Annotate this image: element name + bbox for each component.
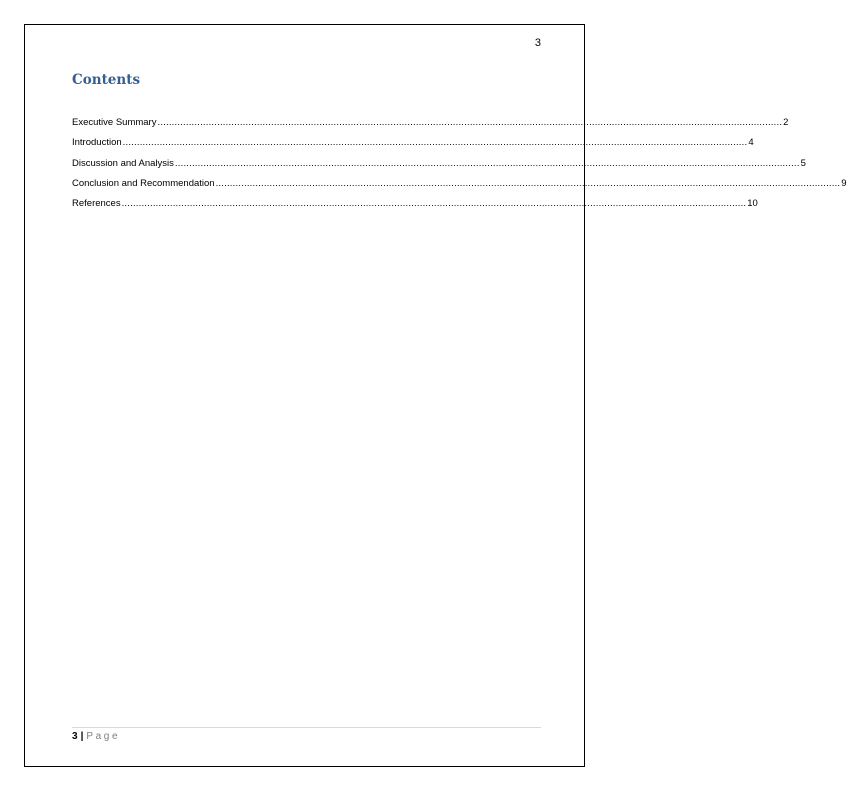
toc-entry-title: References [72,198,121,210]
toc-entry-title: Introduction [72,137,122,149]
page-footer [72,730,120,743]
toc-entry-title: Discussion and Analysis [72,157,174,169]
toc-dot-leader: ............................................................................................................................................................................................................................ [174,157,800,169]
toc-dot-leader: ............................................................................................................................................................................................................................ [157,117,783,128]
header-page-number: 3 [534,37,541,49]
toc-entry-title: Executive Summary [72,117,157,128]
footer-separator: | [80,731,84,742]
toc-entry-page: 2 [783,117,789,128]
footer-page-number: 3 [72,731,78,742]
toc-entry-executive-summary[interactable] [72,116,789,136]
toc-entry-title: Conclusion and Recommendation [72,177,215,189]
footer-divider [72,727,541,728]
toc-entry-conclusion-and-recommendation[interactable] [72,177,847,197]
toc-dot-leader: ............................................................................................................................................................................................................................ [215,177,841,189]
toc-dot-leader: ............................................................................................................................................................................................................................ [121,198,747,210]
toc-entry-page: 5 [800,157,806,169]
toc-entry-discussion-and-analysis[interactable] [72,157,806,177]
table-of-contents [72,116,847,217]
toc-entry-page: 4 [748,137,754,149]
toc-entry-references[interactable] [72,197,758,217]
toc-heading: Contents [72,72,141,88]
footer-page-label: Page [86,731,121,742]
toc-dot-leader: ............................................................................................................................................................................................................................ [122,137,748,149]
toc-entry-page: 10 [747,198,758,210]
toc-entry-introduction[interactable] [72,136,754,156]
toc-entry-page: 9 [841,177,847,189]
